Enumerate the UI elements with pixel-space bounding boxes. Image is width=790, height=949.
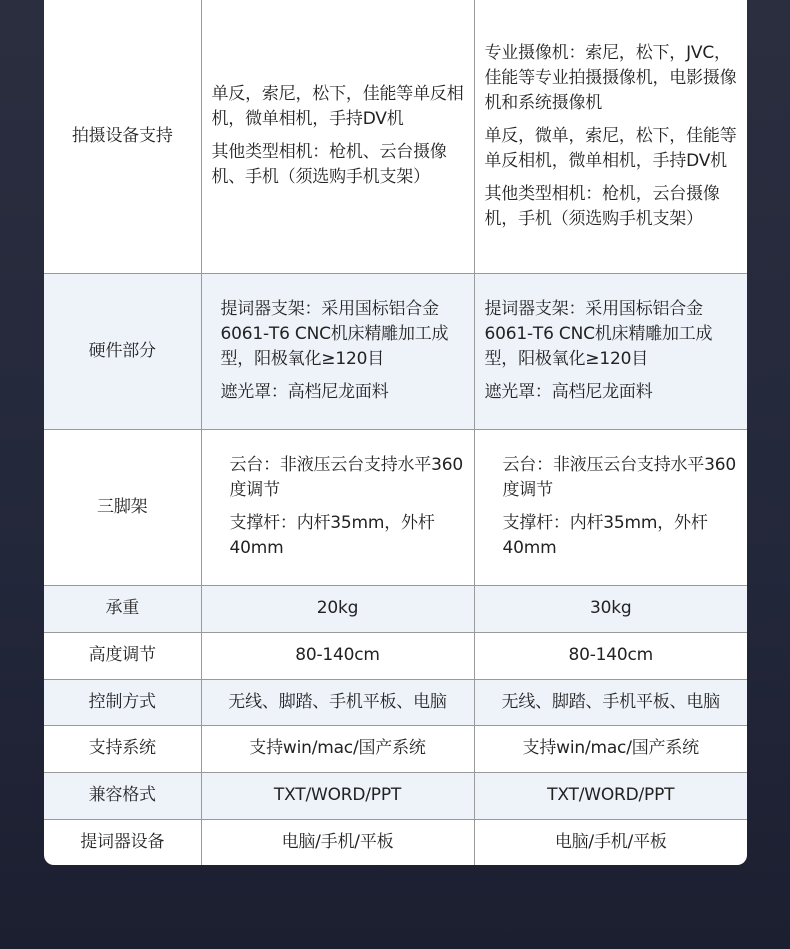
table-row	[44, 0, 747, 273]
spec-text: 遮光罩：高档尼龙面料	[220, 382, 389, 402]
row-label: 提词器设备	[44, 819, 201, 865]
spec-cell: 电脑/手机/平板	[474, 819, 747, 865]
row-label: 高度调节	[44, 632, 201, 679]
row-label: 控制方式	[44, 679, 201, 725]
table-row	[44, 585, 747, 632]
spec-cell: 30kg	[474, 585, 747, 632]
spec-card	[44, 0, 747, 865]
spec-cell: 20kg	[201, 585, 474, 632]
spec-text: 遮光罩：高档尼龙面料	[484, 382, 653, 402]
spec-text: 支撑杆：内杆35mm，外杆40mm	[229, 513, 435, 558]
table-row	[44, 772, 747, 819]
spec-text: 提词器支架：采用国标铝合金6061-T6 CNC机床精雕加工成型，阳极氧化≥120目	[484, 299, 713, 369]
table-row	[44, 632, 747, 679]
spec-cell: 80-140cm	[201, 632, 474, 679]
spec-text: 其他类型相机：枪机，云台摄像机，手机（须选购手机支架）	[484, 183, 720, 229]
spec-cell: 80-140cm	[474, 632, 747, 679]
table-row	[44, 429, 747, 585]
spec-cell: 无线、脚踏、手机平板、电脑	[201, 679, 474, 725]
spec-text: 其他类型相机：枪机、云台摄像机、手机（须选购手机支架）	[211, 142, 447, 188]
spec-text: 单反，微单，索尼，松下，佳能等单反相机，微单相机，手持DV机	[484, 125, 737, 171]
spec-cell	[474, 429, 747, 585]
row-label: 拍摄设备支持	[44, 0, 201, 273]
table-row	[44, 679, 747, 725]
spec-cell: 支持win/mac/国产系统	[474, 725, 747, 772]
spec-cell: TXT/WORD/PPT	[201, 772, 474, 819]
spec-text: 支撑杆：内杆35mm，外杆40mm	[502, 513, 708, 558]
spec-cell	[201, 273, 474, 429]
spec-text: 提词器支架：采用国标铝合金6061-T6 CNC机床精雕加工成型，阳极氧化≥120目	[220, 299, 449, 369]
spec-cell	[201, 429, 474, 585]
table-row	[44, 819, 747, 865]
spec-text: 云台：非液压云台支持水平360度调节	[502, 455, 736, 500]
spec-cell	[201, 0, 474, 273]
spec-cell: 支持win/mac/国产系统	[201, 725, 474, 772]
table-row	[44, 725, 747, 772]
spec-table	[44, 0, 747, 865]
spec-cell	[474, 273, 747, 429]
spec-text: 云台：非液压云台支持水平360度调节	[229, 455, 463, 500]
row-label: 三脚架	[44, 429, 201, 585]
row-label: 支持系统	[44, 725, 201, 772]
spec-cell: TXT/WORD/PPT	[474, 772, 747, 819]
spec-cell	[474, 0, 747, 273]
spec-text: 单反，索尼，松下，佳能等单反相机，微单相机，手持DV机	[211, 84, 464, 130]
row-label: 硬件部分	[44, 273, 201, 429]
row-label: 兼容格式	[44, 772, 201, 819]
row-label: 承重	[44, 585, 201, 632]
spec-cell: 电脑/手机/平板	[201, 819, 474, 865]
spec-text: 专业摄像机：索尼，松下，JVC，佳能等专业拍摄摄像机，电影摄像机和系统摄像机	[484, 42, 737, 113]
table-row	[44, 273, 747, 429]
spec-cell: 无线、脚踏、手机平板、电脑	[474, 679, 747, 725]
